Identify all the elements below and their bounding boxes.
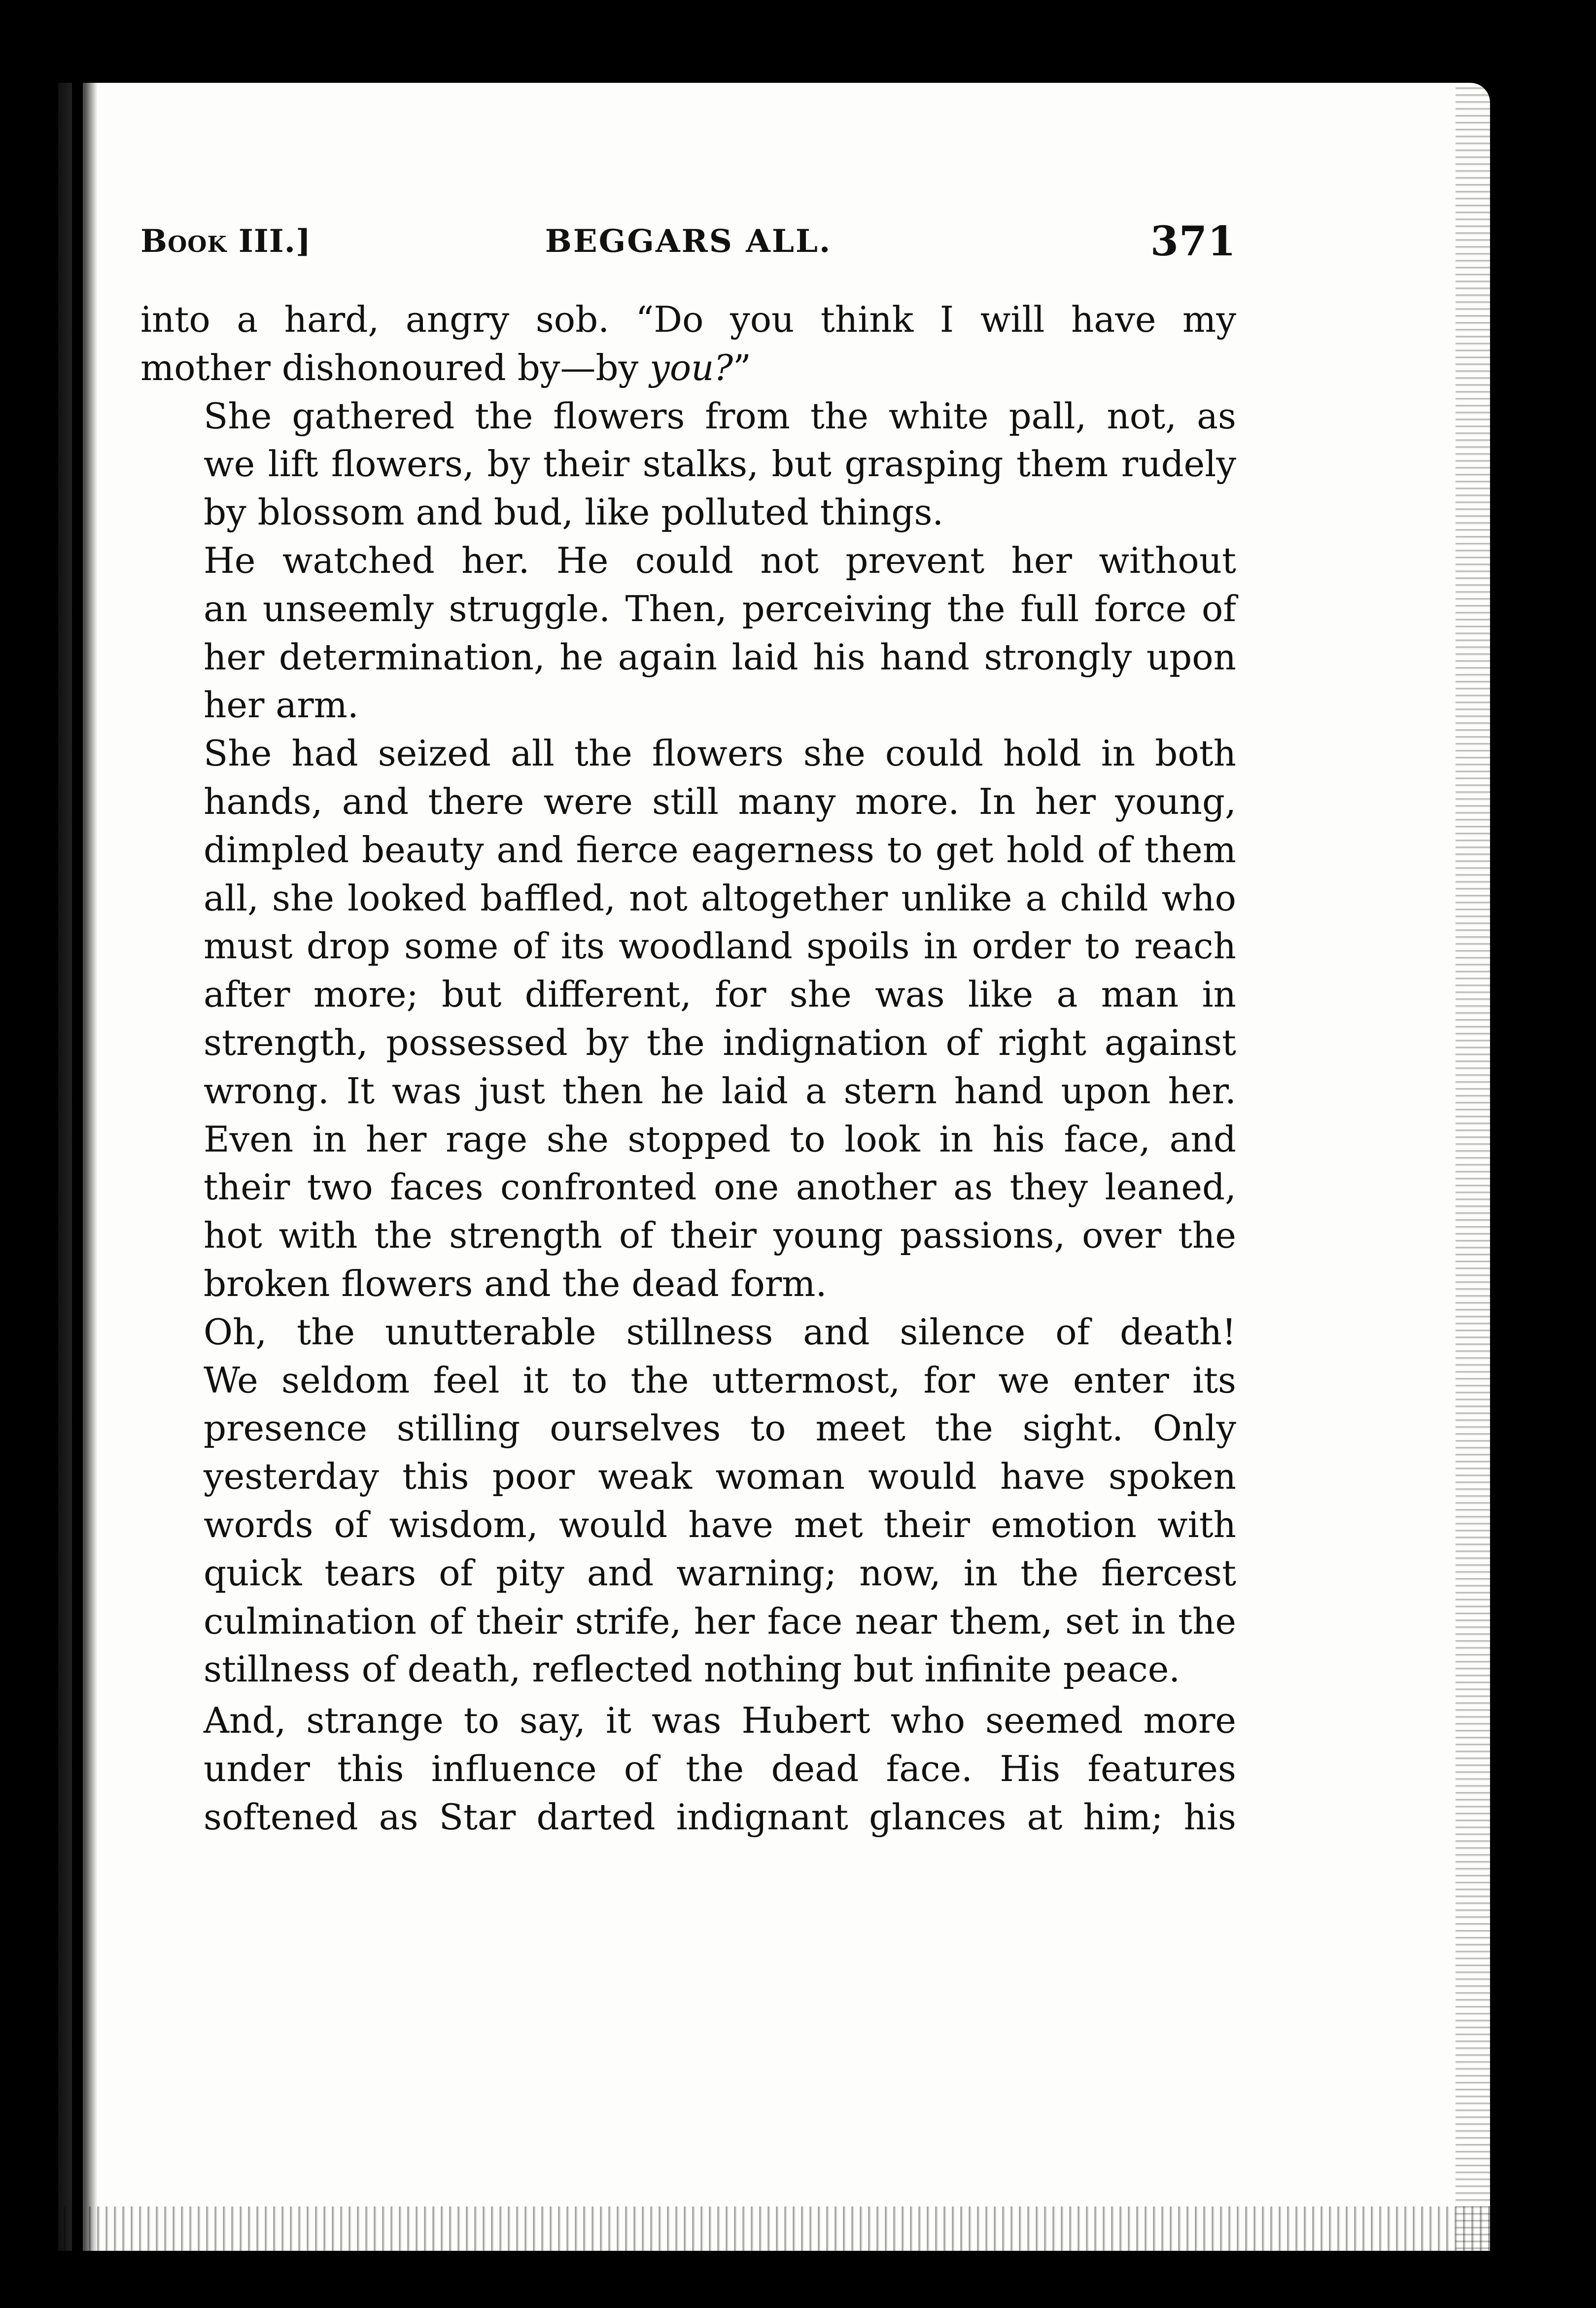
text-line: And, strange to say, it was Hubert who seemed more [204,1700,1236,1742]
body-text [140,296,1236,1842]
text-line: She had seized all the flowers she could hold in both [204,733,1236,774]
paragraph [140,296,1236,392]
page-edge-bottom [58,2206,1490,2251]
text-line: quick tears of pity and warning; now, in the fiercest [204,1552,1236,1594]
emphasis: you? [650,347,733,388]
text-line: her arm. [204,684,359,726]
paragraph [140,730,1236,1308]
text-line: words of wisdom, would have met their emotion with [204,1504,1236,1545]
text-line: after more; but different, for she was like a man in [204,974,1236,1015]
text-line: by blossom and bud, like polluted things. [204,491,944,533]
text-line: into a hard, angry sob. “Do you think I will have my [140,299,1236,340]
text-line: presence stilling ourselves to meet the sight. Only [204,1407,1236,1449]
text-line: dimpled beauty and fierce eagerness to get hold of them [204,829,1236,871]
page-number: 371 [1150,218,1236,265]
running-head-title: BEGGARS ALL. [545,223,832,260]
text-line: culmination of their strife, her face near them, set in the [204,1600,1236,1642]
text-line: hands, and there were still many more. In her young, [204,780,1236,822]
text-line: we lift flowers, by their stalks, but grasping them rudely [204,443,1236,485]
text-line: an unseemly struggle. Then, perceiving the full force of [204,588,1236,629]
page-edge-right [1456,83,1490,2251]
text-line: under this influence of the dead face. His features [204,1748,1236,1789]
text-line: He watched her. He could not prevent her without [204,539,1236,581]
text-line: her determination, he again laid his hand strongly upon [204,636,1236,678]
paragraph [140,1697,1236,1841]
text-line: softened as Star darted indignant glances at him; his [204,1796,1236,1838]
text-line: all, she looked baffled, not altogether unlike a child who [204,877,1236,919]
text-line: broken flowers and the dead form. [204,1262,827,1304]
running-head [140,214,1236,269]
text-line: Even in her rage she stopped to look in his face, and [204,1118,1236,1160]
text-line: We seldom feel it to the uttermost, for we enter its [204,1359,1236,1401]
running-head-book: Book III.] [140,223,312,260]
text-line: stillness of death, reflected nothing but infinite peace. [204,1648,1180,1690]
text-line: mother dishonoured by—by you?” [140,347,751,388]
text-line: strength, possessed by the indignation of right against [204,1021,1236,1063]
text-line: yesterday this poor weak woman would have spoken [204,1456,1236,1498]
paragraph [140,392,1236,537]
text-line: wrong. It was just then he laid a stern hand upon her. [204,1070,1236,1112]
binding-edge [72,83,83,2251]
text-line: must drop some of its woodland spoils in order to reach [204,925,1236,967]
text-line: She gathered the flowers from the white pall, not, as [204,395,1236,437]
paragraph [140,1308,1236,1694]
text-line: Oh, the unutterable stillness and silence of death! [204,1311,1236,1353]
paragraph [140,537,1236,730]
text-line: hot with the strength of their young passions, over the [204,1215,1236,1257]
text-line: their two faces confronted one another as they leaned, [204,1166,1236,1208]
